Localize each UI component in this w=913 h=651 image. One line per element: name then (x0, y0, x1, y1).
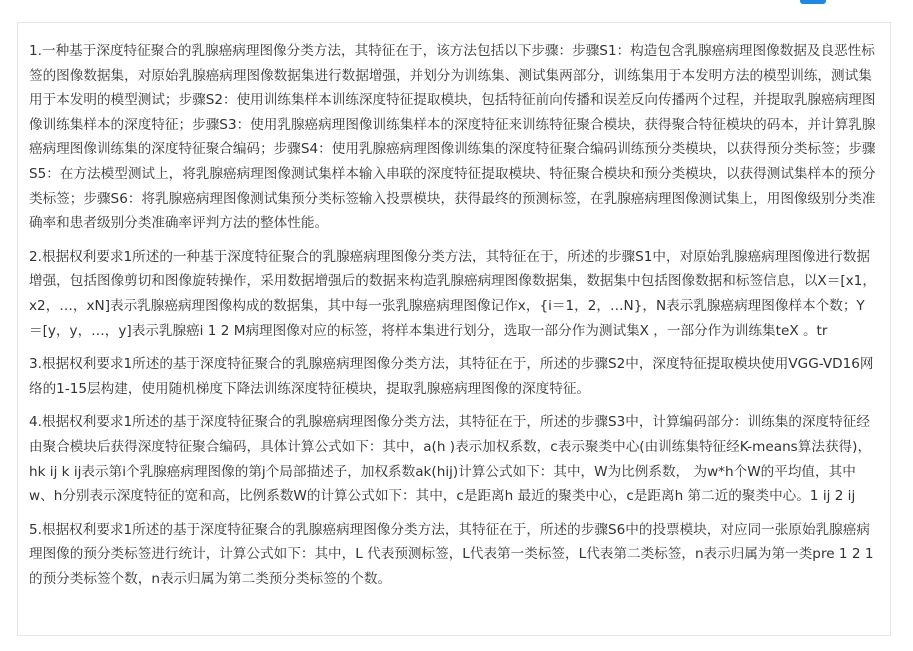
claim-5: 5.根据权利要求1所述的基于深度特征聚合的乳腺癌病理图像分类方法，其特征在于，所述的步骤S6中的投票模块，对应同一张原始乳腺癌病理图像的预分类标签进行统计，计算公式如下：其中，L 代表预测标签，L代表第一类标签，L代表第二类标签，n表示归属为第一类pre 1 2 1的预分类标签个数，n表示归属为第二类预分类标签的个数。 (29, 521, 874, 587)
top-action-button[interactable] (800, 0, 826, 4)
claims-panel (17, 22, 891, 636)
claim-3: 3.根据权利要求1所述的基于深度特征聚合的乳腺癌病理图像分类方法，其特征在于，所述的步骤S2中，深度特征提取模块使用VGG-VD16网络的1-15层构建，使用随机梯度下降法训练深度特征模块，提取乳腺癌病理图像的深度特征。 (29, 356, 874, 397)
claim-1: 1.一种基于深度特征聚合的乳腺癌病理图像分类方法，其特征在于，该方法包括以下步骤：步骤S1：构造包含乳腺癌病理图像数据及良恶性标签的图像数据集，对原始乳腺癌病理图像数据集进行数据增强，并划分为训练集、测试集两部分，训练集用于本发明方法的模型训练，测试集用于本发明的模型测试；步骤S2：使用训练集样本训练深度特征提取模块，包括特征前向传播和误差反向传播两个过程，并提取乳腺癌病理图像训练集样本的深度特征；步骤S3：使用乳腺癌病理图像训练集样本的深度特征来训练特征聚合模块，获得聚合特征模块的码本，并计算乳腺癌病理图像训练集的深度特征聚合编码；步骤S4：使用乳腺癌病理图像训练集的深度特征聚合编码训练预分类模块，以获得预分类标签；步骤S5：在方法模型测试上，将乳腺癌病理图像测试集样本输入串联的深度特征提取模块、特征聚合模块和预分类模块，以获得测试集样本的预分类标签；步骤S6：将乳腺癌病理图像测试集预分类标签输入投票模块，获得最终的预测标签，在乳腺癌病理图像测试集上，用图像级别分类准确率和患者级别分类准确率评判方法的整体性能。 (29, 43, 876, 232)
claim-4: 4.根据权利要求1所述的基于深度特征聚合的乳腺癌病理图像分类方法，其特征在于，所述的步骤S3中，计算编码部分：训练集的深度特征经由聚合模块后获得深度特征聚合编码，具体计算公式如下：其中，a(h )表示加权系数，c表示聚类中心(由训练集特征经K-means算法获得)，hk ij k ij表示第i个乳腺癌病理图像的第j个局部描述子，加权系数ak(hij)计算公式如下：其中，W为比例系数， 为w*h个W的平均值，其中w、h分别表示深度特征的宽和高，比例系数W的计算公式如下：其中，c是距离h 最近的聚类中心，c是距离h 第二近的聚类中心。1 ij 2 ij (29, 414, 872, 505)
claim-2: 2.根据权利要求1所述的一种基于深度特征聚合的乳腺癌病理图像分类方法，其特征在于，所述的步骤S1中，对原始乳腺癌病理图像进行数据增强，包括图像剪切和图像旋转操作，采用数据增强后的数据来构造乳腺癌病理图像数据集，数据集中包括图像数据和标签信息，以X＝[x1，x2，…，xN]表示乳腺癌病理图像构成的数据集，其中每一张乳腺癌病理图像记作x，{i＝1，2，…N}，N表示乳腺癌病理图像样本个数；Y＝[y，y，…，y]表示乳腺癌i 1 2 M病理图像对应的标签，将样本集进行划分，选取一部分作为测试集X ，一部分作为训练集teX 。tr (29, 248, 876, 339)
